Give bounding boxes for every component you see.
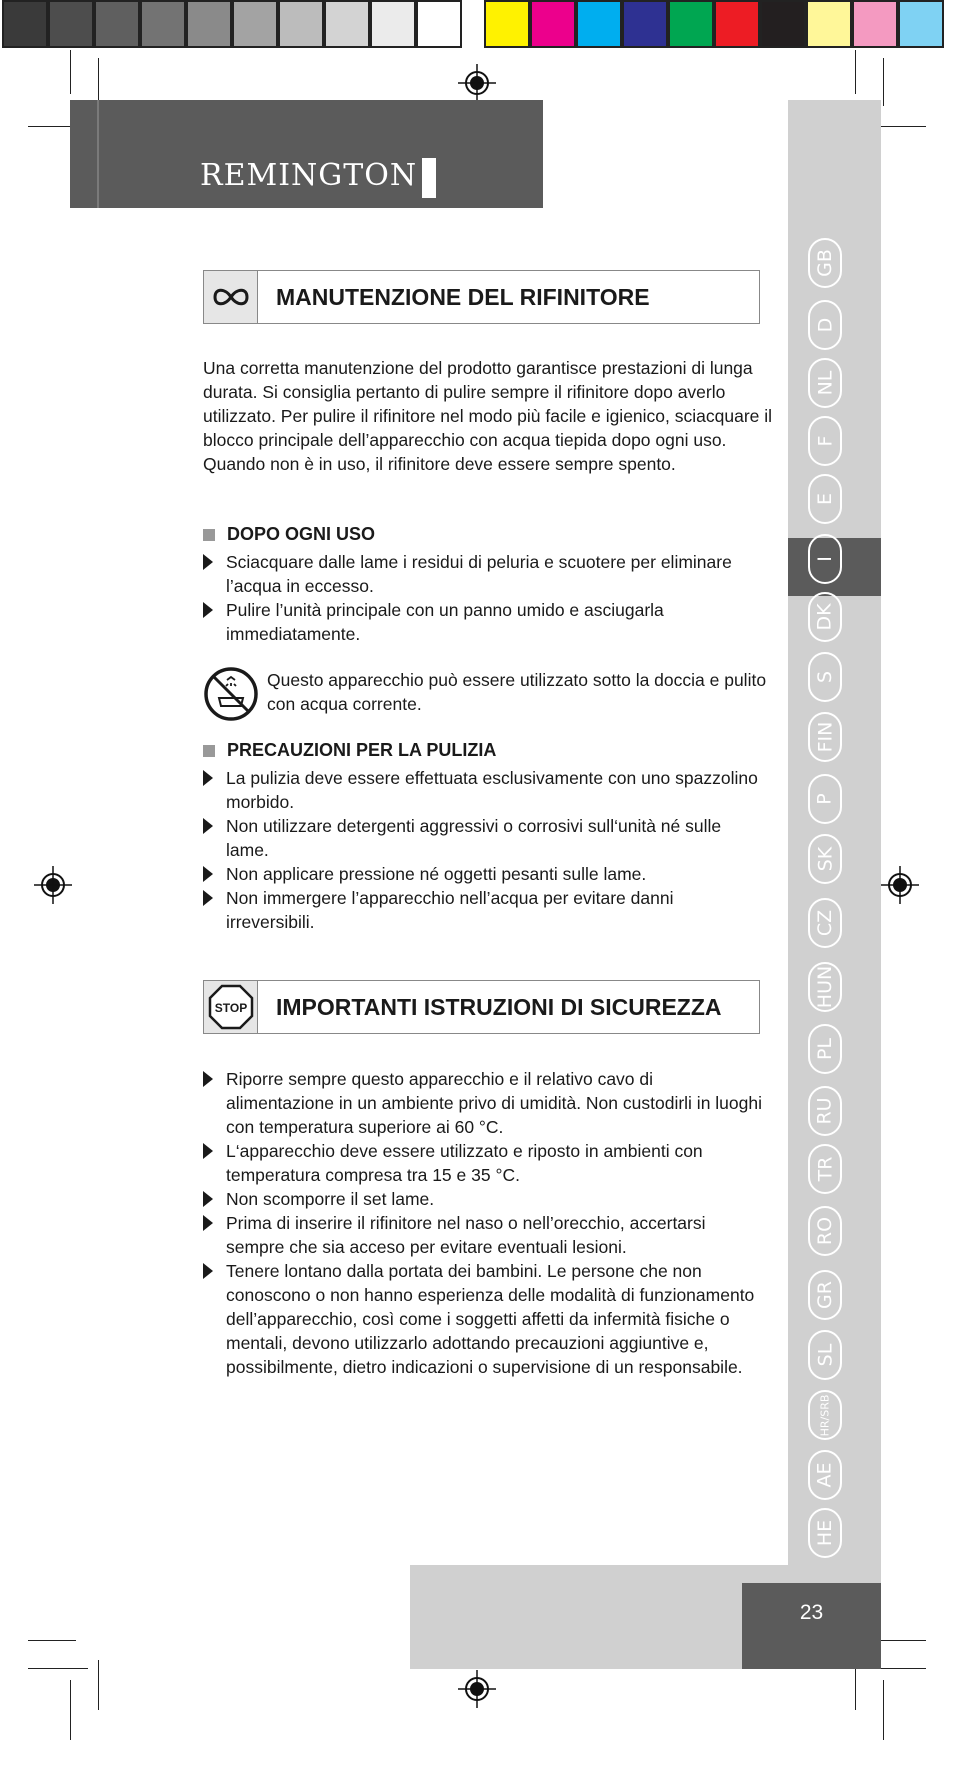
list-item-text: Sciacquare dalle lame i residui di peluria e scuotere per eliminare l’acqua in eccesso.: [226, 552, 732, 596]
language-tab-label: SL: [814, 1343, 836, 1367]
cleaning-list: [203, 766, 763, 934]
color-swatch: [324, 0, 370, 48]
list-item-text: Riporre sempre questo apparecchio e il relativo cavo di alimentazione in un ambiente privo di umidità. Non custodirli in luoghi con temperatura superiore ai 60 °C.: [226, 1069, 762, 1137]
color-swatch: [232, 0, 278, 48]
list-item: [203, 550, 763, 598]
language-tab-label: SK: [814, 846, 836, 872]
color-swatch: [668, 0, 714, 48]
section-title: IMPORTANTI ISTRUZIONI DI SICUREZZA: [276, 994, 722, 1020]
list-item: [203, 862, 763, 886]
language-tab-ru[interactable]: [808, 1086, 842, 1136]
list-item-text: L‘apparecchio deve essere utilizzato e riposto in ambienti con temperatura compresa tra 15 e 35 °C.: [226, 1141, 703, 1185]
language-tab-d[interactable]: [808, 300, 842, 350]
subheading-text: PRECAUZIONI PER LA PULIZIA: [227, 740, 497, 760]
list-item-text: Non utilizzare detergenti aggressivi o corrosivi sull‘unità né sulle lame.: [226, 816, 722, 860]
color-swatch: [484, 0, 530, 48]
crop-mark: [883, 1680, 884, 1740]
bullet-square: [203, 745, 215, 757]
list-item: [203, 766, 763, 814]
language-tab-label: HR/SRB: [818, 1394, 832, 1436]
infinity-icon: [204, 271, 258, 323]
color-swatch: [852, 0, 898, 48]
brand-logo: REMINGTON: [200, 158, 418, 193]
brand-header: [70, 100, 543, 208]
bullet-square: [203, 529, 215, 541]
bullet-arrow-icon: [203, 866, 213, 882]
stop-sign-text: STOP: [214, 1001, 247, 1015]
shower-safe-icon: [203, 666, 259, 722]
language-tab-label: CZ: [813, 909, 836, 937]
color-swatch: [530, 0, 576, 48]
color-swatch: [140, 0, 186, 48]
color-swatch: [576, 0, 622, 48]
color-swatch: [186, 0, 232, 48]
bullet-arrow-icon: [203, 602, 213, 618]
section-header-safety: [203, 980, 760, 1034]
language-tab-tr[interactable]: [808, 1144, 842, 1194]
list-item: [203, 1187, 763, 1211]
bullet-arrow-icon: [203, 1071, 213, 1087]
bullet-arrow-icon: [203, 818, 213, 834]
language-tab-label: FIN: [814, 721, 836, 753]
language-tab-label: HUN: [814, 965, 837, 1009]
crop-mark: [876, 126, 926, 127]
language-tab-label: GR: [814, 1281, 836, 1309]
language-tab-label: E: [813, 492, 836, 506]
crop-mark: [883, 58, 884, 106]
page-number: 23: [799, 1601, 824, 1624]
language-tab-label: PL: [813, 1037, 836, 1061]
subheading-cleaning: [203, 740, 496, 761]
registration-mark-icon: [458, 1670, 496, 1708]
language-tab-he[interactable]: [808, 1508, 842, 1558]
header-divider: [97, 100, 99, 208]
language-tab-label: P: [814, 793, 836, 805]
crop-mark: [98, 1660, 99, 1710]
crop-mark: [28, 1668, 88, 1669]
bullet-arrow-icon: [203, 1143, 213, 1159]
list-item: [203, 1211, 763, 1259]
color-swatch: [416, 0, 462, 48]
language-tab-label: I: [813, 556, 836, 562]
crop-mark: [28, 1640, 76, 1641]
registration-mark-icon: [458, 64, 496, 102]
list-item-text: La pulizia deve essere effettuata esclusivamente con uno spazzolino morbido.: [226, 768, 758, 812]
shower-note-text: Questo apparecchio può essere utilizzato sotto la doccia e pulito con acqua corrente.: [267, 670, 767, 714]
bullet-arrow-icon: [203, 1215, 213, 1231]
list-item-text: Prima di inserire il rifinitore nel naso o nell’orecchio, accertarsi sempre che sia acceso per evitare eventuali lesioni.: [226, 1213, 706, 1257]
language-tab-label: GB: [813, 249, 836, 277]
safety-list: [203, 1067, 763, 1379]
language-tab-dk[interactable]: [808, 592, 842, 642]
intro-paragraph: Una corretta manutenzione del prodotto garantisce prestazioni di lunga durata. Si consiglia pertanto di pulire sempre il rifinitore dopo averlo utilizzato. Per pulire il rifinitore nel modo più facile e igienico, sciacquare il blocco principale dell’apparecchio con acqua tiepida dopo ogni uso. Quando non è in uso, il rifinitore deve essere sempre spento.: [203, 358, 773, 474]
color-swatch: [760, 0, 806, 48]
language-tab-fin[interactable]: [808, 712, 842, 762]
subheading-text: DOPO OGNI USO: [227, 524, 376, 544]
bullet-arrow-icon: [203, 554, 213, 570]
crop-mark: [70, 50, 71, 94]
crop-mark: [855, 50, 856, 94]
language-tab-p[interactable]: [808, 774, 842, 824]
list-item-text: Pulire l’unità principale con un panno umido e asciugarla immediatamente.: [226, 600, 664, 644]
language-tab-f[interactable]: [808, 416, 842, 466]
language-tab-label: AE: [813, 1462, 836, 1488]
language-tab-sk[interactable]: [808, 834, 842, 884]
language-tab-label: DK: [814, 603, 836, 631]
language-tab-hun[interactable]: [808, 962, 842, 1012]
color-swatch: [714, 0, 760, 48]
page-number-box: [742, 1583, 881, 1669]
language-tab-label: TR: [814, 1156, 836, 1182]
list-item: [203, 886, 763, 934]
language-tab-e[interactable]: [808, 474, 842, 524]
list-item: [203, 1139, 763, 1187]
registration-mark-icon: [34, 866, 72, 904]
language-tab-label: RO: [813, 1216, 836, 1246]
color-swatch: [806, 0, 852, 48]
crop-mark: [70, 1680, 71, 1740]
registration-mark-icon: [881, 866, 919, 904]
language-tab-sl[interactable]: [808, 1330, 842, 1380]
crop-mark: [98, 58, 99, 106]
section-title: MANUTENZIONE DEL RIFINITORE: [276, 284, 650, 310]
language-tab-nl[interactable]: [808, 358, 842, 408]
language-tab-pl[interactable]: [808, 1024, 842, 1074]
color-swatch: [370, 0, 416, 48]
list-item: [203, 598, 763, 646]
bullet-arrow-icon: [203, 890, 213, 906]
color-swatch: [2, 0, 48, 48]
subheading-after-use: [203, 524, 375, 545]
list-item-text: Non immergere l’apparecchio nell’acqua per evitare danni irreversibili.: [226, 888, 674, 932]
section-header-maintenance: [203, 270, 760, 324]
language-tab-ae[interactable]: [808, 1450, 842, 1500]
language-tab-label: F: [814, 435, 836, 447]
language-tab-hr-srb[interactable]: [808, 1390, 842, 1440]
language-tab-label: D: [813, 317, 836, 333]
crop-mark: [876, 1640, 926, 1641]
after-use-list: [203, 550, 763, 646]
language-tab-ro[interactable]: [808, 1206, 842, 1256]
bullet-arrow-icon: [203, 1191, 213, 1207]
crop-mark: [28, 126, 76, 127]
bullet-arrow-icon: [203, 1263, 213, 1279]
language-tab-label: S: [814, 670, 836, 684]
logo-bar: [422, 158, 436, 198]
color-swatch: [622, 0, 668, 48]
list-item: [203, 1067, 763, 1139]
color-swatch: [94, 0, 140, 48]
color-swatch: [48, 0, 94, 48]
color-calibration-bar: [0, 0, 954, 52]
list-item-text: Non applicare pressione né oggetti pesanti sulle lame.: [226, 864, 647, 884]
language-tab-s[interactable]: [808, 652, 842, 702]
list-item-text: Tenere lontano dalla portata dei bambini. Le persone che non conoscono o non hanno esperienza delle modalità di funzionamento dell’apparecchio, così come i soggetti affetti da infermità fisiche o mentali, devono utilizzarlo adottando precauzioni aggiuntive e, possibilmente, dietro indicazioni o supervisione di un responsabile.: [226, 1261, 755, 1377]
bullet-arrow-icon: [203, 770, 213, 786]
stop-sign-icon: [204, 981, 258, 1033]
language-tab-cz[interactable]: [808, 898, 842, 948]
language-tab-label: HE: [813, 1519, 836, 1547]
list-item: [203, 814, 763, 862]
color-swatch: [278, 0, 324, 48]
language-tab-label: NL: [814, 370, 836, 396]
list-item-text: Non scomporre il set lame.: [226, 1189, 435, 1209]
language-tab-gr[interactable]: [808, 1270, 842, 1320]
language-tab-i[interactable]: [808, 534, 842, 584]
list-item: [203, 1259, 763, 1379]
language-tab-gb[interactable]: [808, 238, 842, 288]
color-swatch: [898, 0, 944, 48]
language-tab-label: RU: [813, 1097, 836, 1125]
